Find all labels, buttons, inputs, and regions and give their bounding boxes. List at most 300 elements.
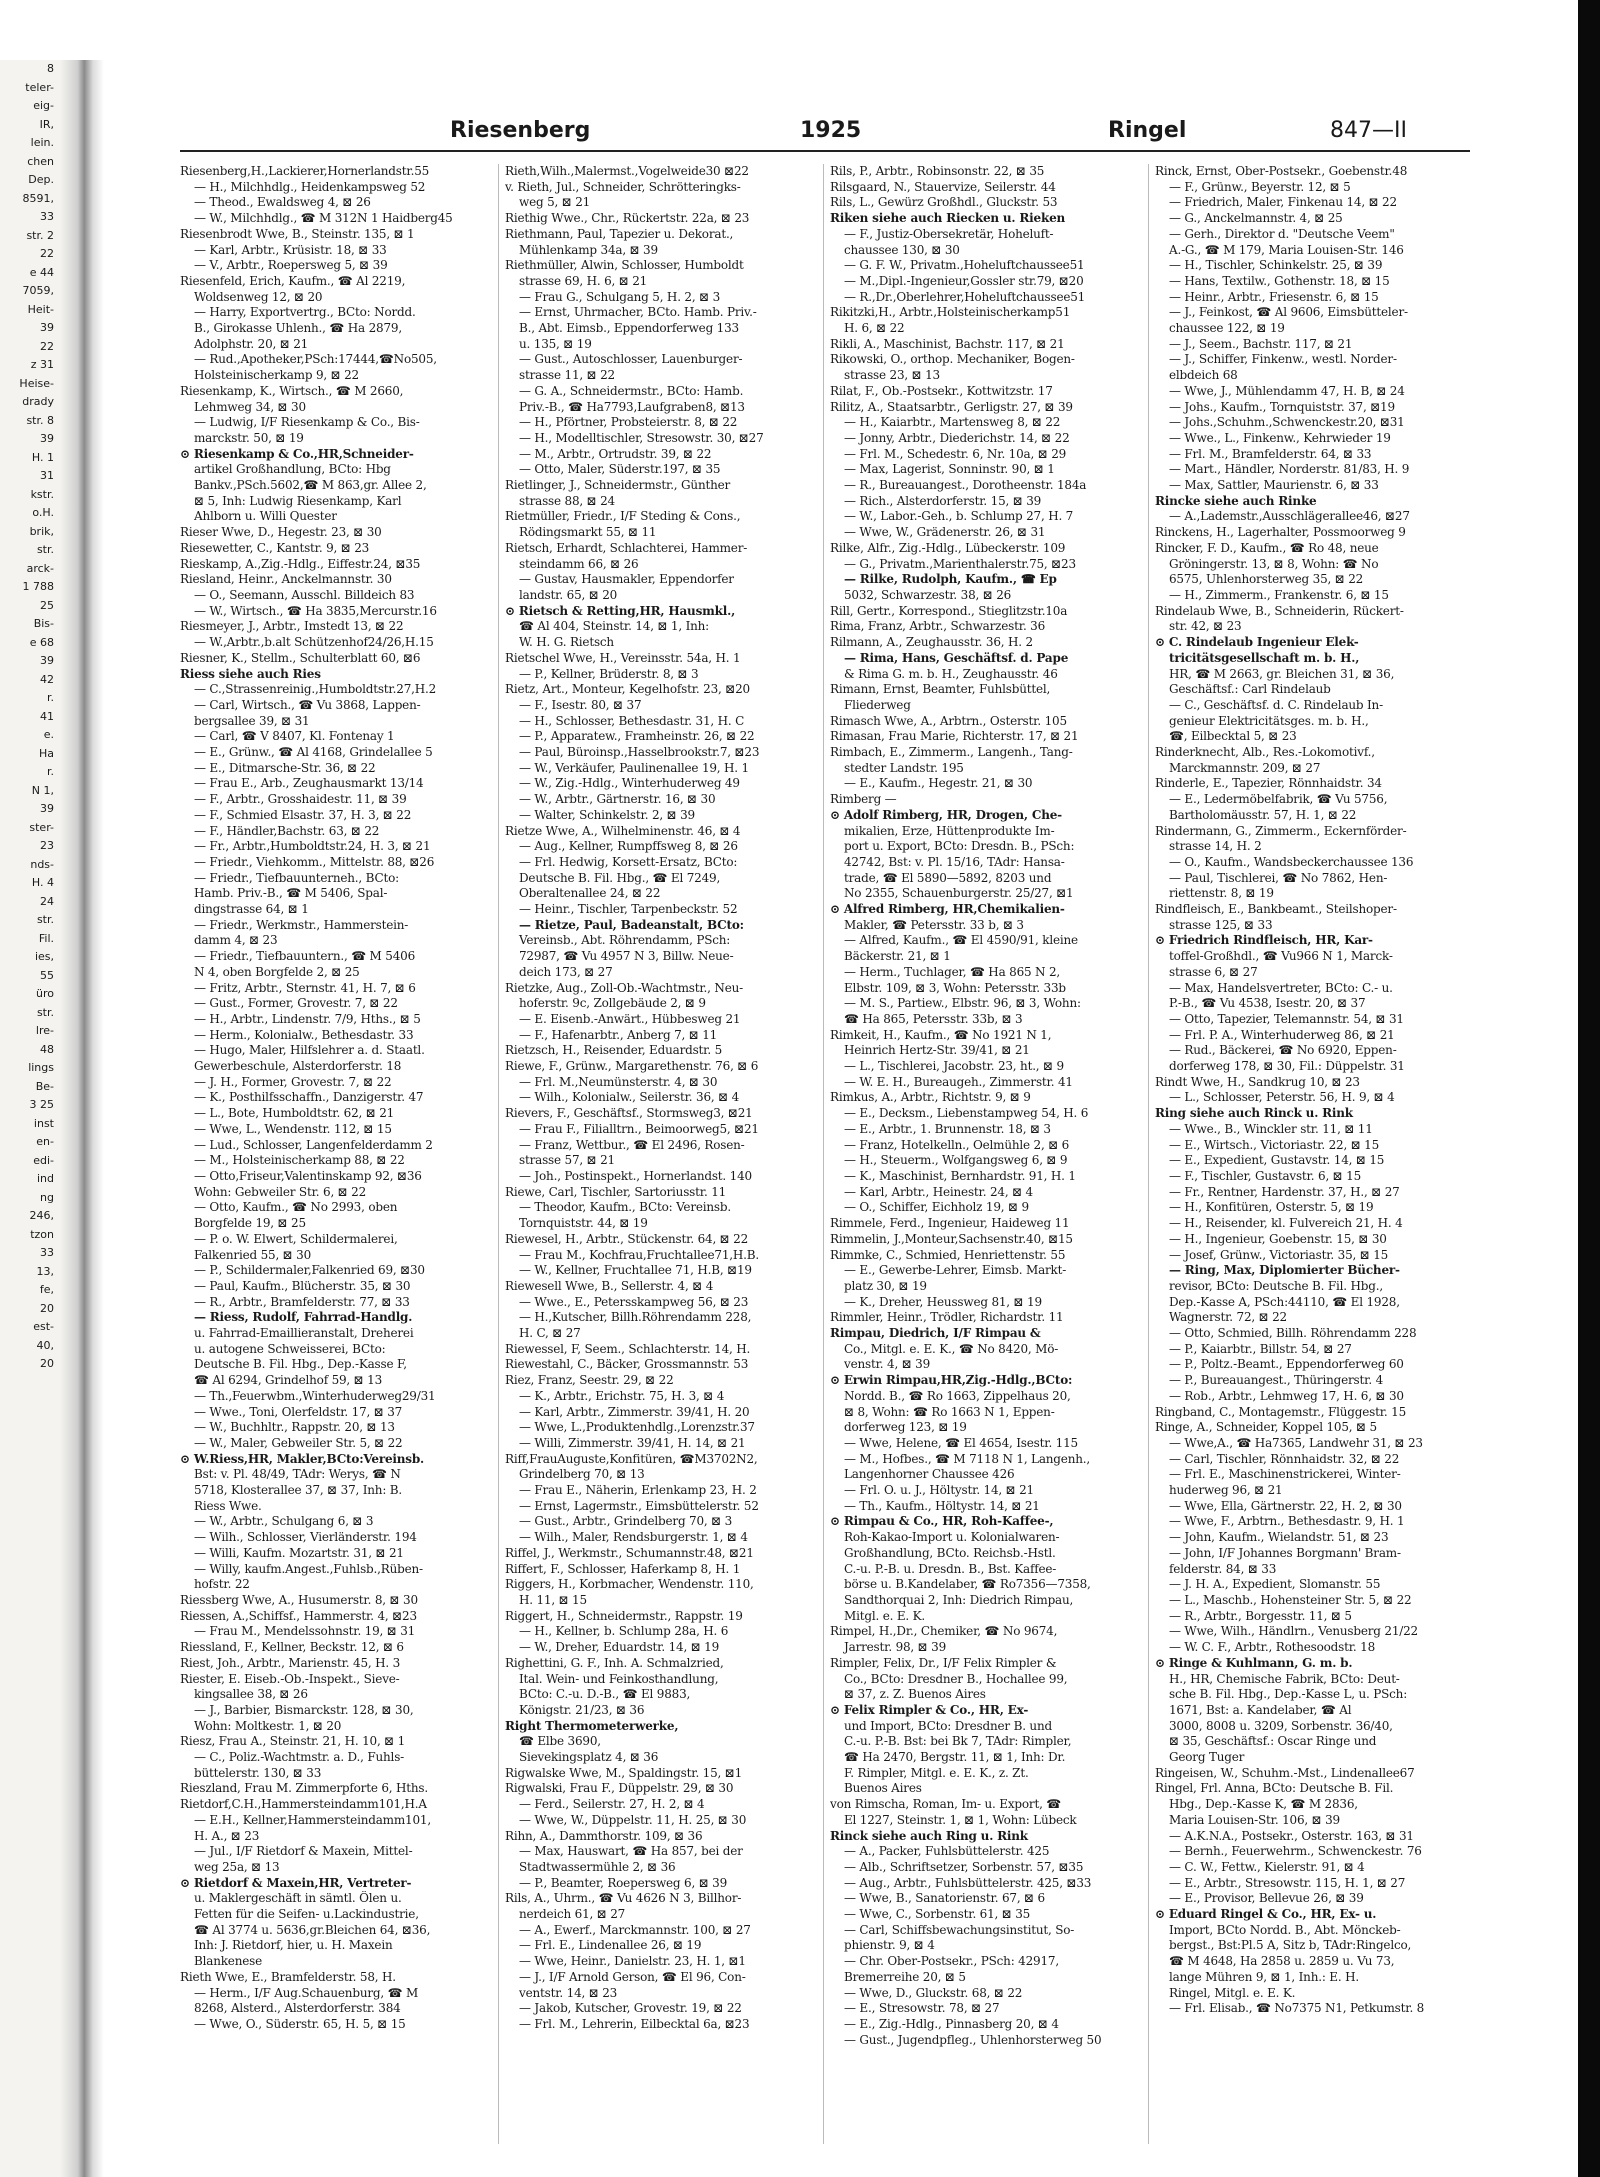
directory-entry: Rilitz, A., Staatsarbtr., Gerligstr. 27, ⊠ 39 — [830, 399, 1073, 414]
gutter-fragment: lein. — [30, 136, 54, 149]
gutter-fragment: 13, — [36, 1264, 54, 1278]
directory-entry: ☎ M 4648, Ha 2858 u. 2859 u. Vu 73, — [1169, 1954, 1395, 1969]
directory-entry: Adolphstr. 20, ⊠ 21 — [194, 336, 309, 351]
directory-entry: — Frl. E., Lindenallee 26, ⊠ 19 — [519, 1938, 702, 1953]
directory-entry: — H., Schlosser, Bethesdastr. 31, H. C — [519, 713, 745, 728]
directory-entry: Maria Louisen-Str. 106, ⊠ 39 — [1169, 1812, 1340, 1827]
directory-entry: — L., Bote, Humboldtstr. 62, ⊠ 21 — [194, 1106, 395, 1121]
directory-entry: ⊠ 5, Inh: Ludwig Riesenkamp, Karl — [194, 493, 402, 508]
entry-columns — [180, 164, 1470, 2144]
directory-entry: ☎ Ha 865, Petersstr. 33b, ⊠ 3 — [844, 1011, 1023, 1026]
directory-entry: Riken siehe auch Riecken u. Rieken — [830, 211, 1066, 226]
directory-entry: Riewe, F., Grünw., Margarethenstr. 76, ⊠ 6 — [505, 1059, 759, 1074]
directory-entry: H., HR, Chemische Fabrik, BCto: Deut- — [1169, 1671, 1400, 1686]
directory-entry: Bäckerstr. 21, ⊠ 1 — [844, 949, 951, 964]
gutter-fragment: 39 — [40, 802, 54, 815]
directory-entry: — Wilh., Kolonialw., Seilerstr. 36, ⊠ 4 — [519, 1090, 740, 1105]
directory-entry: Rimpau, Diedrich, I/F Rimpau & — [830, 1326, 1041, 1341]
directory-entry: — W., Zig.-Hdlg., Winterhuderweg 49 — [519, 776, 740, 791]
directory-entry: Riewe, Carl, Tischler, Sartoriusstr. 11 — [505, 1184, 727, 1199]
directory-entry: ventstr. 14, ⊠ 23 — [519, 1985, 618, 2000]
directory-entry: — H., Tischler, Schinkelstr. 25, ⊠ 39 — [1169, 258, 1383, 273]
column-3 — [830, 164, 1140, 2144]
directory-entry: u. autogene Schweisserei, BCto: — [194, 1341, 386, 1356]
directory-entry: — F., Isestr. 80, ⊠ 37 — [519, 697, 642, 712]
directory-entry: Rikitzki,H., Arbtr.,Holsteinischerkamp51 — [830, 305, 1071, 320]
directory-entry: Rimann, Ernst, Beamter, Fuhlsbüttel, — [830, 682, 1051, 697]
directory-entry: Riesenfeld, Erich, Kaufm., ☎ Al 2219, — [180, 273, 406, 288]
directory-entry: Rindelaub Wwe, B., Schneiderin, Rückert- — [1155, 603, 1404, 618]
directory-entry: — Karl, Arbtr., Heinestr. 24, ⊠ 4 — [844, 1184, 1033, 1199]
gutter-fragment: 22 — [40, 339, 54, 353]
directory-entry: Co., Mitgl. e. E. K., ☎ No 8420, Mö- — [844, 1341, 1059, 1356]
directory-entry: ⊙ Adolf Rimberg, HR, Drogen, Che- — [830, 807, 1062, 822]
directory-entry: — H., Pförtner, Probsteierstr. 8, ⊠ 22 — [519, 415, 738, 430]
directory-entry: — H., Ingenieur, Goebenstr. 15, ⊠ 30 — [1169, 1231, 1387, 1246]
directory-entry: — P., Schildermaler,Falkenried 69, ⊠30 — [194, 1263, 425, 1278]
column-2 — [505, 164, 815, 2144]
directory-entry: Ringeisen, W., Schuhm.-Mst., Lindenallee67 — [1155, 1765, 1415, 1780]
directory-entry: Rils, A., Uhrm., ☎ Vu 4626 N 3, Billhor- — [505, 1891, 742, 1906]
directory-entry: — Josef, Grünw., Victoriastr. 35, ⊠ 15 — [1169, 1247, 1389, 1262]
gutter-fragment: 39 — [40, 321, 54, 334]
directory-entry: Riggert, H., Schneidermstr., Rappstr. 19 — [505, 1608, 743, 1623]
directory-entry: BCto: C.-u. D.-B., ☎ El 9883, — [519, 1687, 691, 1702]
gutter-fragment: 246, — [29, 1209, 54, 1222]
directory-entry: Rimmke, C., Schmied, Henriettenstr. 55 — [830, 1247, 1066, 1262]
directory-entry: — Gust., Arbtr., Grindelberg 70, ⊠ 3 — [519, 1514, 733, 1529]
directory-entry: Import, BCto Nordd. B., Abt. Mönckeb- — [1169, 1922, 1401, 1937]
directory-entry: ☎ Al 6294, Grindelhof 59, ⊠ 13 — [194, 1373, 383, 1388]
directory-entry: — H., Zimmerm., Frankenstr. 6, ⊠ 15 — [1169, 587, 1389, 602]
directory-entry: — H., Arbtr., Lindenstr. 7/9, Hths., ⊠ 5 — [194, 1011, 421, 1026]
directory-entry: riettenstr. 8, ⊠ 19 — [1169, 886, 1274, 901]
directory-entry: — M., Holsteinischerkamp 88, ⊠ 22 — [194, 1153, 405, 1168]
gutter-fragment: H. 1 — [31, 450, 54, 464]
directory-entry: Rietzke, Aug., Zoll-Ob.-Wachtmstr., Neu- — [505, 980, 743, 995]
directory-entry: Hamb. Priv.-B., ☎ M 5406, Spal- — [194, 886, 388, 901]
directory-entry: — Wwe, L.,Produktenhdlg.,Lorenzstr.37 — [519, 1420, 755, 1435]
directory-entry: Borgfelde 19, ⊠ 25 — [194, 1216, 306, 1231]
directory-entry: — R.,Dr.,Oberlehrer,Hoheluftchaussee51 — [844, 289, 1086, 304]
directory-entry: — Bernh., Feuerwehrm., Schwenckestr. 76 — [1169, 1844, 1422, 1859]
directory-entry: — K., Arbtr., Erichstr. 75, H. 3, ⊠ 4 — [519, 1388, 725, 1403]
directory-page — [180, 110, 1470, 2150]
directory-entry: — Wwe, O., Süderstr. 65, H. 5, ⊠ 15 — [194, 2016, 406, 2031]
directory-entry: — Friedr., Tiefbauunterneh., BCto: — [194, 870, 399, 885]
directory-entry: phienstr. 9, ⊠ 4 — [844, 1938, 935, 1953]
gutter-fragment: e 68 — [29, 635, 54, 649]
directory-entry: Nordd. B., ☎ Ro 1663, Zippelhaus 20, — [844, 1388, 1071, 1403]
directory-entry: ⊙ Eduard Ringel & Co., HR, Ex- u. — [1155, 1907, 1377, 1922]
directory-entry: Makler, ☎ Petersstr. 33 b, ⊠ 3 — [844, 917, 1024, 932]
directory-entry: Rigwalski, Frau F., Düppelstr. 29, ⊠ 30 — [505, 1781, 734, 1796]
directory-entry: — J., I/F Arnold Gerson, ☎ El 96, Con- — [519, 1969, 746, 1984]
directory-entry: C.-u. P.-B. u. Dresdn. B., Bst. Kaffee- — [844, 1561, 1057, 1576]
directory-entry: P.-B., ☎ Vu 4538, Isestr. 20, ⊠ 37 — [1169, 996, 1366, 1011]
directory-entry: Vereinsb., Abt. Röhrendamm, PSch: — [519, 933, 731, 948]
directory-entry: Rimmler, Heinr., Trödler, Richardstr. 11 — [830, 1310, 1064, 1325]
directory-entry: Ringe, A., Schneider, Koppel 105, ⊠ 5 — [1155, 1420, 1377, 1435]
directory-entry: — Carl, Tischler, Rönnhaidstr. 32, ⊠ 22 — [1169, 1451, 1400, 1466]
directory-entry: — Willi, Kaufm. Mozartstr. 31, ⊠ 21 — [194, 1545, 404, 1560]
directory-entry: — E., Arbtr., 1. Brunnenstr. 18, ⊠ 3 — [844, 1121, 1051, 1136]
gutter-fragment: str. 8 — [26, 413, 54, 427]
directory-entry: von Rimscha, Roman, Im- u. Export, ☎ — [830, 1797, 1062, 1812]
directory-entry: — Wwe, B., Sanatorienstr. 67, ⊠ 6 — [844, 1891, 1045, 1906]
directory-entry: Rima, Franz, Arbtr., Schwarzestr. 36 — [830, 619, 1046, 634]
gutter-fragment: Fil. — [38, 931, 54, 945]
directory-entry: Rinck, Ernst, Ober-Postsekr., Goebenstr.48 — [1155, 164, 1408, 178]
directory-entry: Rieskamp, A.,Zig.-Hdlg., Eiffestr.24, ⊠35 — [180, 556, 421, 571]
gutter-fragment: tzon — [30, 1227, 54, 1241]
directory-entry: — Ring, Max, Diplomierter Bücher- — [1169, 1263, 1400, 1278]
directory-entry: — Franz, Hotelkelln., Oelmühle 2, ⊠ 6 — [844, 1137, 1070, 1152]
directory-entry: — Wilh., Schlosser, Vierländerstr. 194 — [194, 1530, 417, 1545]
directory-entry: 5718, Klosterallee 37, ⊠ 37, Inh: B. — [194, 1483, 403, 1498]
directory-entry: nerdeich 61, ⊠ 27 — [519, 1907, 626, 1922]
directory-entry: Rieser Wwe, D., Hegestr. 23, ⊠ 30 — [180, 525, 382, 540]
directory-entry: Rietdorf,C.H.,Hammersteindamm101,H.A — [180, 1797, 427, 1812]
directory-entry: trade, ☎ El 5890—5892, 8203 und — [844, 870, 1052, 885]
directory-entry: — M.,Dipl.-Ingenieur,Gossler str.79, ⊠20 — [844, 273, 1084, 288]
directory-entry: Riffert, F., Schlosser, Haferkamp 8, H. 1 — [505, 1561, 741, 1576]
directory-entry: Elbstr. 109, ⊠ 3, Wohn: Petersstr. 33b — [844, 980, 1066, 995]
directory-entry: — E., Wirtsch., Victoriastr. 22, ⊠ 15 — [1169, 1137, 1380, 1152]
directory-entry: Co., BCto: Dresdner B., Hochallee 99, — [844, 1671, 1068, 1686]
directory-entry: ⊙ Riesenkamp & Co.,HR,Schneider- — [180, 446, 414, 461]
directory-entry: — Willi, Zimmerstr. 39/41, H. 14, ⊠ 21 — [519, 1435, 746, 1450]
directory-entry: Rikli, A., Maschinist, Bachstr. 117, ⊠ 21 — [830, 336, 1065, 351]
gutter-fragment: 31 — [40, 469, 54, 482]
directory-entry: — Wwe., Toni, Olerfeldstr. 17, ⊠ 37 — [194, 1404, 403, 1419]
directory-entry: — Wwe,A., ☎ Ha7365, Landwehr 31, ⊠ 23 — [1169, 1435, 1423, 1450]
directory-entry: Grindelberg 70, ⊠ 13 — [519, 1467, 645, 1482]
directory-entry: Heinrich Hertz-Str. 39/41, ⊠ 21 — [844, 1043, 1030, 1058]
directory-entry: — Carl, Schiffsbewachungsinstitut, So- — [844, 1922, 1075, 1937]
directory-entry: chaussee 122, ⊠ 19 — [1169, 321, 1285, 336]
directory-entry: — Friedr., Werkmstr., Hammerstein- — [194, 917, 409, 932]
directory-entry: — Riess, Rudolf, Fahrrad-Handlg. — [194, 1310, 413, 1325]
directory-entry: felderstr. 84, ⊠ 33 — [1169, 1561, 1277, 1576]
directory-entry: Mühlenkamp 34a, ⊠ 39 — [519, 242, 658, 257]
directory-entry: landstr. 65, ⊠ 20 — [519, 587, 618, 602]
directory-entry: strasse 23, ⊠ 13 — [844, 368, 940, 383]
directory-entry: — Wwe., L., Finkenw., Kehrwieder 19 — [1169, 430, 1391, 445]
directory-entry: — L., Schlosser, Peterstr. 56, H. 9, ⊠ 4 — [1169, 1090, 1395, 1105]
directory-entry: ⊠ 37, z. Z. Buenos Aires — [844, 1687, 986, 1702]
directory-entry: — R., Bureauangest., Dorotheenstr. 184a — [844, 478, 1087, 493]
previous-page-edge — [0, 60, 60, 2177]
directory-entry: — A., Packer, Fuhlsbüttelerstr. 425 — [844, 1844, 1050, 1859]
directory-entry: strasse 125, ⊠ 33 — [1169, 917, 1273, 932]
directory-entry: — Frau G., Schulgang 5, H. 2, ⊠ 3 — [519, 289, 720, 304]
directory-entry: 3000, 8008 u. 3209, Sorbenstr. 36/40, — [1169, 1718, 1393, 1733]
directory-entry: H. 11, ⊠ 15 — [519, 1592, 587, 1607]
directory-entry: — W., Arbtr., Gärtnerstr. 16, ⊠ 30 — [519, 792, 716, 807]
directory-entry: 5032, Schwarzestr. 38, ⊠ 26 — [844, 587, 1012, 602]
directory-entry: Rimkus, A., Arbtr., Richtstr. 9, ⊠ 9 — [830, 1090, 1031, 1105]
directory-entry: — Karl, Arbtr., Krüsistr. 18, ⊠ 33 — [194, 242, 387, 257]
directory-entry: bergst., Bst:Pl.5 A, Sitz b, TAdr:Ringelco, — [1169, 1938, 1412, 1953]
directory-entry: — H., Modelltischler, Stresowstr. 30, ⊠27 — [519, 430, 764, 445]
directory-entry: Riess siehe auch Ries — [180, 666, 321, 681]
directory-entry: 72987, ☎ Vu 4957 N 3, Billw. Neue- — [519, 949, 734, 964]
directory-entry: Rimbach, E., Zimmerm., Langenh., Tang- — [830, 745, 1073, 760]
directory-entry: damm 4, ⊠ 23 — [194, 933, 278, 948]
directory-entry: — Frl. P. A., Winterhuderweg 86, ⊠ 21 — [1169, 1027, 1395, 1042]
directory-entry: weg 5, ⊠ 21 — [519, 195, 591, 210]
directory-entry: — Frl. M., Lehrerin, Eilbecktal 6a, ⊠23 — [519, 2016, 750, 2031]
directory-entry: — Frl. M., Bramfelderstr. 64, ⊠ 33 — [1169, 446, 1372, 461]
directory-entry: — Paul, Büroinsp.,Hasselbrookstr.7, ⊠23 — [519, 745, 760, 760]
directory-entry: — J., Barbier, Bismarckstr. 128, ⊠ 30, — [194, 1702, 414, 1717]
directory-entry: — Paul, Kaufm., Blücherstr. 35, ⊠ 30 — [194, 1278, 411, 1293]
directory-entry: Rilke, Alfr., Zig.-Hdlg., Lübeckerstr. 109 — [830, 540, 1066, 555]
directory-entry: ⊙ W.Riess,HR, Makler,BCto:Vereinsb. — [180, 1451, 425, 1466]
directory-entry: — Wwe, Ella, Gärtnerstr. 22, H. 2, ⊠ 30 — [1169, 1498, 1402, 1513]
directory-entry: büttelerstr. 130, ⊠ 33 — [194, 1765, 322, 1780]
directory-entry: Woldsenweg 12, ⊠ 20 — [194, 289, 323, 304]
directory-entry: — Wilh., Maler, Rendsburgerstr. 1, ⊠ 4 — [519, 1530, 748, 1545]
directory-entry: Gewerbeschule, Alsterdorferstr. 18 — [194, 1059, 402, 1074]
directory-entry: Riggers, H., Korbmacher, Wendenstr. 110, — [505, 1577, 754, 1592]
directory-entry: — Wwe, Heinr., Danielstr. 23, H. 1, ⊠1 — [519, 1954, 746, 1969]
directory-entry: ⊙ Rietsch & Retting,HR, Hausmkl., — [505, 603, 736, 618]
gutter-fragment: 41 — [40, 709, 54, 723]
directory-entry: Lehmweg 34, ⊠ 30 — [194, 399, 306, 414]
directory-entry: — P., Beamter, Roepersweg 6, ⊠ 39 — [519, 1875, 728, 1890]
directory-entry: — P., Bureauangest., Thüringerstr. 4 — [1169, 1373, 1384, 1388]
directory-entry: Wohn: Gebweiler Str. 6, ⊠ 22 — [194, 1184, 367, 1199]
directory-entry: dingstrasse 64, ⊠ 1 — [194, 902, 309, 917]
directory-entry: Gröningerstr. 13, ⊠ 8, Wohn: ☎ No — [1169, 556, 1379, 571]
directory-entry: Rievers, F., Geschäftsf., Stormsweg3, ⊠21 — [505, 1106, 753, 1121]
directory-entry: — Th.,Feuerwbm.,Winterhuderweg29/31 — [194, 1388, 436, 1403]
directory-entry: — John, Kaufm., Wielandstr. 51, ⊠ 23 — [1169, 1530, 1389, 1545]
directory-entry: — Harry, Exportvertrg., BCto: Nordd. — [194, 305, 416, 320]
gutter-fragment: r. — [46, 765, 54, 778]
directory-entry: — Frl. O. u. J., Höltystr. 14, ⊠ 21 — [844, 1483, 1034, 1498]
book-spine — [60, 60, 104, 2177]
directory-entry: Bankv.,PSch.5602,☎ M 863,gr. Allee 2, — [194, 478, 427, 493]
directory-entry: ⊙ Rimpau & Co., HR, Roh-Kaffee-, — [830, 1514, 1054, 1529]
gutter-fragment: drady — [22, 395, 54, 408]
directory-entry: Riewesel, H., Arbtr., Stückenstr. 64, ⊠ 22 — [505, 1231, 749, 1246]
directory-entry: 42742, Bst: v. Pl. 15/16, TAdr: Hansa- — [844, 854, 1065, 869]
directory-entry: und Import, BCto: Dresdner B. und — [844, 1718, 1052, 1733]
directory-entry: Rieszland, Frau M. Zimmerpforte 6, Hths. — [180, 1781, 429, 1796]
directory-entry: Hbg., Dep.-Kasse K, ☎ M 2836, — [1169, 1797, 1358, 1812]
directory-entry: No 2355, Schauenburgerstr. 25/27, ⊠1 — [844, 886, 1074, 901]
directory-entry: — Herm., I/F Aug.Schauenburg, ☎ M — [194, 1985, 419, 2000]
directory-entry: Ringband, C., Montagemstr., Flüggestr. 15 — [1155, 1404, 1407, 1419]
gutter-fragment: chen — [27, 154, 54, 168]
directory-entry: Falkenried 55, ⊠ 30 — [194, 1247, 312, 1262]
directory-entry: mikalien, Erze, Hüttenprodukte Im- — [844, 823, 1055, 838]
gutter-fragment: en- — [36, 1135, 54, 1148]
gutter-fragment: 8591, — [22, 191, 54, 205]
directory-entry: — Wwe, C., Sorbenstr. 61, ⊠ 35 — [844, 1907, 1031, 1922]
directory-entry: — Jonny, Arbtr., Diederichstr. 14, ⊠ 22 — [844, 430, 1070, 445]
gutter-fragment: lre- — [35, 1024, 54, 1037]
directory-entry: — W., Kellner, Fruchtallee 71, H.B, ⊠19 — [519, 1263, 752, 1278]
directory-entry: dorferweg 178, ⊠ 30, Fil.: Düppelstr. 31 — [1169, 1059, 1405, 1074]
directory-entry: C.-u. P.-B. Bst: bei Bk 7, TAdr: Rimpler, — [844, 1734, 1072, 1749]
directory-entry: — G., Privatm.,Marienthalerstr.75, ⊠23 — [844, 556, 1076, 571]
directory-entry: Rinckens, H., Lagerhalter, Possmoorweg 9 — [1155, 525, 1406, 540]
directory-entry: — W. E. H., Bureaugeh., Zimmerstr. 41 — [844, 1074, 1073, 1089]
directory-entry: Rimpler, Felix, Dr., I/F Felix Rimpler & — [830, 1655, 1057, 1670]
directory-entry: — E., Ledermöbelfabrik, ☎ Vu 5756, — [1169, 792, 1388, 807]
directory-entry: — Hans, Textilw., Gothenstr. 18, ⊠ 15 — [1169, 273, 1390, 288]
directory-entry: — Gerh., Direktor d. "Deutsche Veem" — [1169, 226, 1395, 241]
gutter-fragment: 42 — [40, 672, 54, 686]
directory-entry: Deutsche B. Fil. Hbg., ☎ El 7249, — [519, 870, 721, 885]
directory-entry: hoferstr. 9c, Zollgebäude 2, ⊠ 9 — [519, 996, 706, 1011]
directory-entry: — E., Zig.-Hdlg., Pinnasberg 20, ⊠ 4 — [844, 2016, 1059, 2031]
gutter-fragment: Dep. — [28, 173, 54, 186]
directory-entry: u. 135, ⊠ 19 — [519, 336, 592, 351]
directory-entry: steindamm 66, ⊠ 26 — [519, 556, 639, 571]
directory-entry: ☎ Al 3774 u. 5636,gr.Bleichen 64, ⊠36, — [194, 1922, 431, 1937]
directory-entry: H. 6, ⊠ 22 — [844, 321, 905, 336]
directory-entry: strasse 14, H. 2 — [1169, 839, 1262, 854]
directory-entry: — F., Schmied Elsastr. 37, H. 3, ⊠ 22 — [194, 807, 412, 822]
directory-entry: stedter Landstr. 195 — [844, 760, 964, 775]
directory-entry: — Max, Handelsvertreter, BCto: C.- u. — [1169, 980, 1393, 995]
directory-entry: — H., Konfitüren, Osterstr. 5, ⊠ 19 — [1169, 1200, 1374, 1215]
directory-entry: Rincke siehe auch Rinke — [1155, 493, 1317, 508]
directory-entry: Right Thermometerwerke, — [505, 1718, 679, 1733]
gutter-fragment: 33 — [40, 210, 54, 223]
gutter-fragment: str. — [36, 543, 54, 556]
gutter-fragment: nds- — [30, 857, 54, 871]
directory-entry: — Otto, Schmied, Billh. Röhrendamm 228 — [1169, 1326, 1417, 1341]
directory-entry: Rindfleisch, E., Bankbeamt., Steilshoper- — [1155, 902, 1397, 917]
directory-entry: — W., Maler, Gebweiler Str. 5, ⊠ 22 — [194, 1435, 403, 1450]
directory-entry: — Fr., Rentner, Hardenstr. 37, H., ⊠ 27 — [1169, 1184, 1400, 1199]
directory-entry: — J. H. A., Expedient, Slomanstr. 55 — [1169, 1577, 1381, 1592]
directory-entry: ☎, Eilbecktal 5, ⊠ 23 — [1169, 729, 1297, 744]
directory-entry: — Friedrich, Maler, Finkenau 14, ⊠ 22 — [1169, 195, 1397, 210]
directory-entry: — E., Arbtr., Stresowstr. 115, H. 1, ⊠ 27 — [1169, 1875, 1406, 1890]
gutter-fragment: 40, — [36, 1338, 54, 1352]
directory-entry: — Friedr., Tiefbauuntern., ☎ M 5406 — [194, 949, 416, 964]
directory-entry: — G., Anckelmannstr. 4, ⊠ 25 — [1169, 211, 1343, 226]
page-header — [180, 110, 1470, 152]
directory-entry: Buenos Aires — [844, 1781, 922, 1796]
gutter-fragment: 48 — [40, 1042, 54, 1056]
directory-entry: strasse 69, H. 6, ⊠ 21 — [519, 273, 648, 288]
gutter-fragment: 39 — [40, 432, 54, 445]
directory-entry: strasse 11, ⊠ 22 — [519, 368, 615, 383]
directory-entry: — P. o. W. Elwert, Schildermalerei, — [194, 1231, 398, 1246]
directory-entry: — W., Arbtr., Schulgang 6, ⊠ 3 — [194, 1514, 374, 1529]
directory-entry: — K., Maschinist, Bernhardstr. 91, H. 1 — [844, 1169, 1076, 1183]
directory-entry: Rimpel, H.,Dr., Chemiker, ☎ No 9674, — [830, 1624, 1058, 1639]
directory-entry: — Wwe, L., Wendenstr. 112, ⊠ 15 — [194, 1121, 392, 1136]
directory-entry: — G. A., Schneidermstr., BCto: Hamb. — [519, 383, 744, 398]
directory-entry: — Fritz, Arbtr., Sternstr. 41, H. 7, ⊠ 6 — [194, 980, 416, 995]
directory-entry: — W., Buchhltr., Rappstr. 20, ⊠ 13 — [194, 1420, 395, 1435]
directory-entry: — Hugo, Maler, Hilfslehrer a. d. Staatl. — [194, 1043, 425, 1058]
directory-entry: — Rietze, Paul, Badeanstalt, BCto: — [519, 917, 744, 932]
directory-entry: — J. H., Former, Grovestr. 7, ⊠ 22 — [194, 1074, 392, 1089]
gutter-fragment: ng — [40, 1190, 54, 1204]
directory-entry: Riewessel, F, Seem., Schlachterstr. 14, H. — [505, 1341, 751, 1356]
directory-entry: — E. Eisenb.-Anwärt., Hübbesweg 21 — [519, 1011, 741, 1026]
directory-entry: Königstr. 21/23, ⊠ 36 — [519, 1702, 645, 1717]
directory-entry: Bremerreihe 20, ⊠ 5 — [844, 1969, 966, 1984]
directory-entry: — L., Tischlerei, Jacobstr. 23, ht., ⊠ 9 — [844, 1059, 1064, 1074]
directory-entry: — Frau M., Kochfrau,Fruchtallee71,H.B. — [519, 1247, 759, 1262]
directory-entry: — W., Labor.-Geh., b. Schlump 27, H. 7 — [844, 509, 1074, 524]
directory-entry: Riessland, F., Kellner, Beckstr. 12, ⊠ 6 — [180, 1640, 404, 1655]
directory-entry: — A., Ewerf., Marckmannstr. 100, ⊠ 27 — [519, 1922, 751, 1937]
gutter-fragment: 39 — [40, 654, 54, 667]
directory-entry: ⊙ Alfred Rimberg, HR,Chemikalien- — [830, 902, 1065, 917]
directory-entry: — H., Milchhdlg., Heidenkampsweg 52 — [194, 179, 426, 194]
directory-entry: — H., Kaiarbtr., Martensweg 8, ⊠ 22 — [844, 415, 1061, 430]
directory-entry: — Joh., Postinspekt., Hornerlandst. 140 — [519, 1169, 752, 1183]
page-number: 847—II — [1330, 118, 1407, 143]
directory-entry: — Th., Kaufm., Höltystr. 14, ⊠ 21 — [844, 1498, 1040, 1513]
directory-entry: — Rima, Hans, Geschäftsf. d. Pape — [844, 650, 1069, 665]
directory-entry: — W.,Arbtr.,b.alt Schützenhof24/26,H.15 — [194, 635, 434, 650]
directory-entry: ⊙ Felix Rimpler & Co., HR, Ex- — [830, 1702, 1029, 1717]
directory-entry: v. Rieth, Jul., Schneider, Schrötteringks- — [505, 179, 741, 194]
directory-entry: — Wwe., B., Winckler str. 11, ⊠ 11 — [1169, 1121, 1373, 1136]
directory-entry: — M., Arbtr., Ortrudstr. 39, ⊠ 22 — [519, 446, 712, 461]
directory-entry: Wohn: Moltkestr. 1, ⊠ 20 — [194, 1718, 342, 1733]
directory-entry: ⊙ Friedrich Rindfleisch, HR, Kar- — [1155, 933, 1373, 948]
directory-entry: Riesewetter, C., Kantstr. 9, ⊠ 23 — [180, 540, 370, 555]
directory-entry: Rietz, Art., Monteur, Kegelhofstr. 23, ⊠20 — [505, 682, 750, 697]
directory-entry: — Johs.,Schuhm.,Schwenckestr.20, ⊠31 — [1169, 415, 1405, 430]
gutter-fragment: inst — [33, 1116, 54, 1130]
directory-entry: — E., Ditmarsche-Str. 36, ⊠ 22 — [194, 760, 376, 775]
gutter-fragment: 3 25 — [29, 1098, 54, 1111]
gutter-fragment: Heit- — [27, 302, 54, 316]
gutter-fragment: str. 2 — [26, 228, 54, 242]
directory-entry: ⊙ C. Rindelaub Ingenieur Elek- — [1155, 635, 1359, 650]
directory-entry: Rietlinger, J., Schneidermstr., Günther — [505, 478, 731, 493]
gutter-fragment: Bis- — [33, 617, 54, 630]
directory-entry: — H., Steuerm., Wolfgangsweg 6, ⊠ 9 — [844, 1153, 1068, 1168]
directory-entry: Riess Wwe. — [194, 1498, 262, 1513]
header-year: 1925 — [800, 118, 862, 143]
directory-entry: — H., Kellner, b. Schlump 28a, H. 6 — [519, 1624, 729, 1639]
directory-entry: Riesenberg,H.,Lackierer,Hornerlandstr.55 — [180, 164, 430, 178]
directory-entry: — Frau M., Mendelssohnstr. 19, ⊠ 31 — [194, 1624, 416, 1639]
directory-entry: Rilsgaard, N., Stauervize, Seilerstr. 44 — [830, 179, 1056, 194]
directory-entry: lange Mühren 9, ⊠ 1, Inh.: E. H. — [1169, 1969, 1359, 1984]
directory-entry: Rils, L., Gewürz Großhdl., Gluckstr. 53 — [830, 195, 1058, 210]
directory-entry: — Franz, Wettbur., ☎ El 2496, Rosen- — [519, 1137, 745, 1152]
directory-entry: — K., Dreher, Heussweg 81, ⊠ 19 — [844, 1294, 1042, 1309]
gutter-fragment: str. — [36, 913, 54, 926]
directory-entry: Rincker, F. D., Kaufm., ☎ Ro 48, neue — [1155, 540, 1379, 555]
directory-entry: — Herm., Tuchlager, ☎ Ha 865 N 2, — [844, 964, 1061, 979]
gutter-fragment: str. — [36, 1005, 54, 1019]
gutter-fragment: 20 — [40, 1301, 54, 1315]
directory-entry: — P., Poltz.-Beamt., Eppendorferweg 60 — [1169, 1357, 1404, 1372]
directory-entry: Oberaltenallee 24, ⊠ 22 — [519, 886, 661, 901]
directory-entry: — Herm., Kolonialw., Bethesdastr. 33 — [194, 1027, 414, 1042]
directory-entry: Rieth,Wilh.,Malermst.,Vogelweide30 ⊠22 — [505, 164, 749, 178]
gutter-fragment: arck- — [26, 561, 54, 575]
